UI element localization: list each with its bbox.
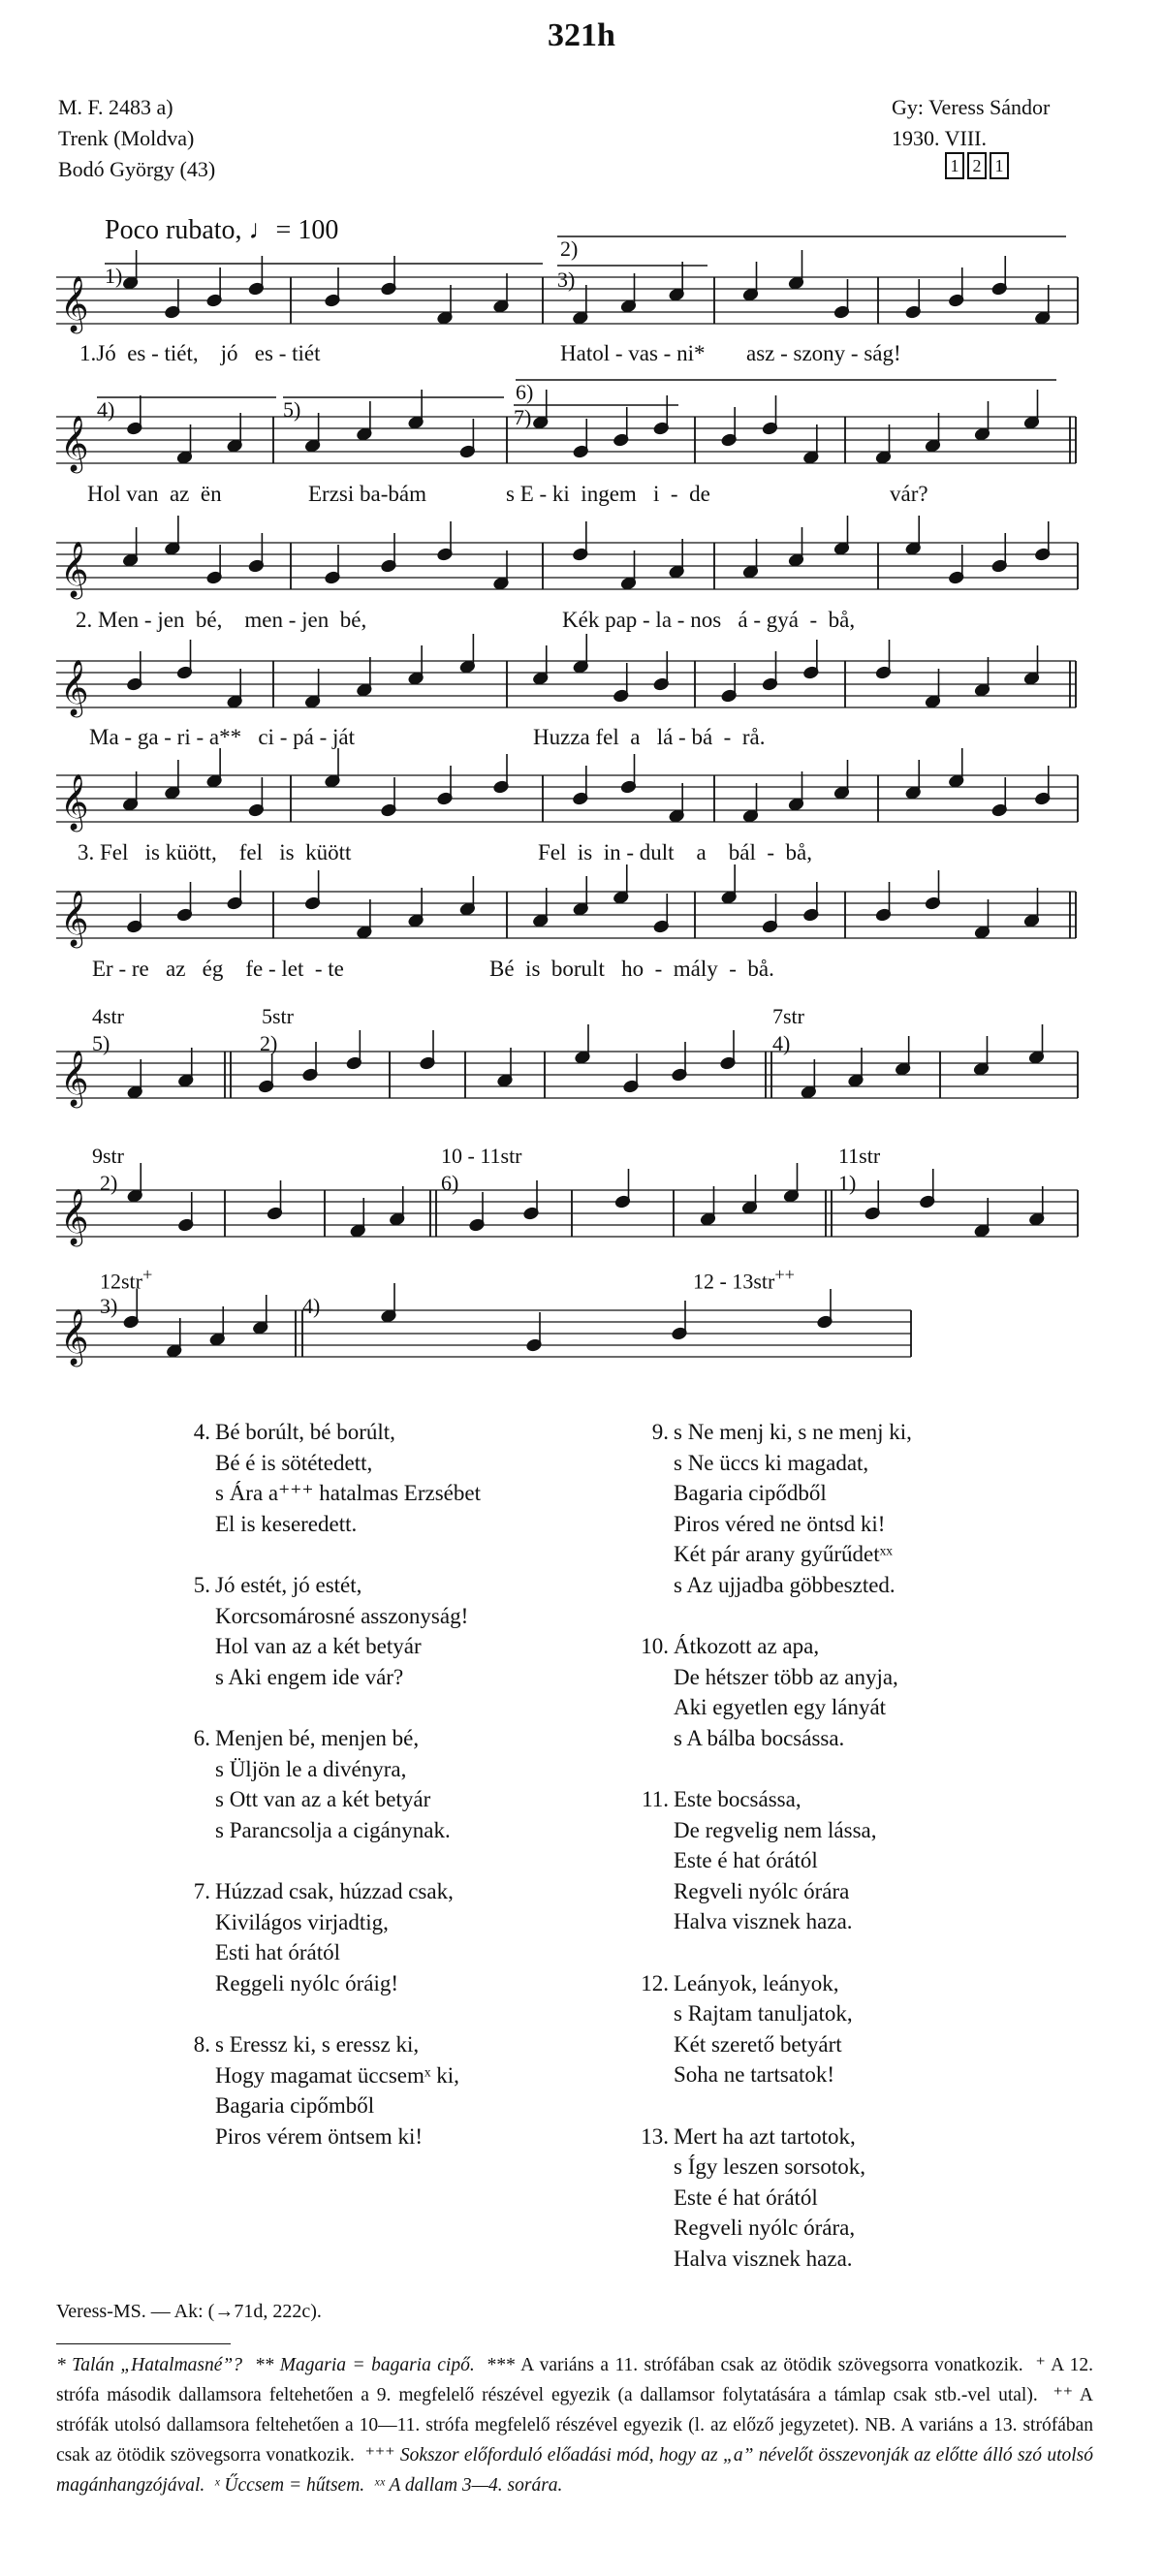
- performer: Bodó György (43): [58, 157, 216, 181]
- lyrics-3b: Kék pap - la - nos á - gyá - bå,: [562, 608, 856, 632]
- footnote-7: ˣ Űccsem = hűtsem.: [214, 2475, 365, 2496]
- verse-number: 9.: [651, 1420, 669, 1444]
- treble-clef-icon: 𝄞: [60, 275, 89, 331]
- verse-7: [193, 1876, 454, 1998]
- variant-mark-1: 1): [838, 1171, 857, 1195]
- mark-3: 3): [557, 267, 576, 292]
- tempo-marking: Poco rubato, ♩= 100: [105, 215, 339, 245]
- treble-clef-icon: 𝄞: [60, 1308, 89, 1365]
- lyrics-5a: 3. Fel is küött, fel is küött: [78, 840, 352, 864]
- treble-clef-icon: 𝄞: [60, 1050, 89, 1106]
- verse-10: [641, 1631, 898, 1753]
- lyrics-2a: Hol van az ën: [87, 482, 222, 506]
- variant-mark-5: 5): [92, 1031, 110, 1055]
- verse-line: Korcsomárosné asszonyság!: [215, 1603, 469, 1628]
- verse-11: [642, 1784, 877, 1937]
- verse-6: [193, 1723, 451, 1845]
- verse-line: s Rajtam tanuljatok,: [674, 2001, 853, 2026]
- staff-4: [56, 659, 1076, 718]
- variant-label-5str: 5str: [262, 1004, 294, 1028]
- variant-label-4str: 4str: [92, 1004, 124, 1028]
- variant-mark-2b: 2): [100, 1171, 118, 1195]
- variant-label-10-11str: 10 - 11str: [441, 1144, 522, 1168]
- box-3: 1: [990, 152, 1009, 179]
- treble-clef-icon: 𝄞: [60, 659, 89, 715]
- lyrics-6b: Bé is borult ho - mály - bå.: [489, 957, 774, 981]
- verse-line: Esti hat órától: [215, 1940, 341, 1964]
- mark-1: 1): [105, 264, 123, 288]
- verse-line: Átkozott az apa,: [674, 1634, 820, 1658]
- footnote-5: ⁺⁺ A strófák utolsó dallamsora feltehetően a 10—11. strófa megfelelő részével egyezik (l. az előző jegyzetet). NB. A variáns a 13. strófában csak az ötödik szövegsorra vonatkozik.: [56, 2385, 1094, 2466]
- catalog-number: M. F. 2483 a): [58, 95, 173, 119]
- verse-number: 13.: [641, 2123, 669, 2149]
- mark-6: 6): [516, 380, 534, 404]
- box-1: 1: [945, 152, 964, 179]
- verse-line: s A bálba bocsássa.: [674, 1725, 845, 1750]
- verse-5: [193, 1570, 469, 1692]
- footnote-3: *** A variáns a 11. strófában csak az ötödik szövegsorra vonatkozik.: [487, 2355, 1023, 2375]
- verse-line: De hétszer több az anyja,: [674, 1664, 898, 1689]
- variant-mark-3: 3): [100, 1294, 118, 1318]
- lyrics-2b: Erzsi ba-bám: [308, 482, 426, 506]
- lyrics-4a: Ma - ga - ri - a** ci - pá - ját: [89, 725, 355, 749]
- variant-mark-6: 6): [441, 1171, 459, 1195]
- mark-5: 5): [283, 397, 301, 422]
- verse-line: Este bocsássa,: [674, 1787, 802, 1811]
- source-reference: Veress-MS. — Ak: (→71d, 222c).: [56, 2301, 322, 2322]
- verse-line: Húzzad csak, húzzad csak,: [215, 1879, 454, 1903]
- lyrics-6a: Er - re az ég fe - let - te: [92, 957, 344, 981]
- verse-line: Hol van az a két betyár: [215, 1634, 422, 1658]
- mark-2: 2): [560, 236, 579, 261]
- verse-line: s Eressz ki, s eressz ki,: [215, 2032, 420, 2057]
- treble-clef-icon: 𝄞: [60, 773, 89, 830]
- verse-line: Piros véred ne öntsd ki!: [674, 1511, 886, 1536]
- verse-line: s Parancsolja a cigánynak.: [215, 1817, 451, 1842]
- verse-line: s Ne menj ki, s ne menj ki,: [674, 1420, 912, 1444]
- verse-line: Leányok, leányok,: [674, 1970, 839, 1995]
- verse-12: [641, 1968, 853, 2090]
- verse-line: s Az ujjadba göbbeszted.: [674, 1572, 896, 1597]
- variant-mark-4: 4): [772, 1031, 791, 1055]
- verse-line: Bagaria cipődből: [674, 1481, 827, 1505]
- variant-label-12str: 12str+: [100, 1265, 153, 1294]
- verse-9: [651, 1417, 912, 1600]
- verse-line: Este é hat órától: [674, 2184, 818, 2210]
- footnotes: [56, 2350, 1093, 2500]
- footnote-6: ⁺⁺⁺ Sokszor előforduló előadási mód, hogy az „a” névelőt összevonják az előtte álló szó utolsó magánhangzójával.: [56, 2445, 1093, 2496]
- variant-label-9str: 9str: [92, 1144, 124, 1168]
- lyrics-3a: 2. Men - jen bé, men - jen bé,: [76, 608, 367, 632]
- verse-line: Mert ha azt tartotok,: [674, 2123, 856, 2149]
- verse-line: Bé é is sötétedett,: [215, 1450, 373, 1475]
- verse-line: Két szerető betyárt: [674, 2031, 842, 2057]
- verse-line: Halva visznek haza.: [674, 1909, 853, 1933]
- verse-line: Bagaria cipőmből: [215, 2093, 375, 2118]
- verse-line: s Ne üccs ki magadat,: [674, 1450, 869, 1475]
- lyrics-1a: 1.Jó es - tiét, jó es - tiét: [79, 341, 321, 365]
- verse-number: 12.: [641, 1970, 669, 1995]
- footnote-2: ** Magaria = bagaria cipő.: [254, 2355, 475, 2375]
- verse-number: 5.: [193, 1573, 210, 1597]
- footnote-4: ⁺ A 12. strófa második dallamsora feltehetően a 9. megfelelő részével egyezik (a dallamsor folytatására a támlap csak stb.-vel utal).: [56, 2355, 1093, 2405]
- mark-7: 7): [514, 405, 532, 429]
- page-title: 321h: [548, 17, 615, 53]
- verse-line: Regveli nyólc órára,: [674, 2215, 856, 2240]
- staff-6: [56, 890, 1076, 949]
- collector: Gy: Veress Sándor: [892, 95, 1051, 119]
- verse-line: s Ott van az a két betyár: [215, 1787, 431, 1811]
- mark-4: 4): [97, 397, 115, 422]
- verse-line: s Aki engem ide vár?: [215, 1664, 404, 1689]
- staff-2: [56, 415, 1076, 474]
- lyrics-2c: s E - ki ingem i - de: [506, 482, 710, 506]
- variant-mark-2: 2): [260, 1031, 278, 1055]
- verse-line: De regvelig nem lássa,: [674, 1817, 877, 1842]
- verse-line: Este é hat órától: [674, 1848, 818, 1872]
- footnote-1: * Talán „Hatalmasné”?: [56, 2355, 243, 2375]
- verse-line: Piros vérem öntsem ki!: [215, 2123, 423, 2149]
- verse-line: Regveli nyólc órára: [674, 1878, 850, 1903]
- verse-line: Két pár arany gyűrűdetˣˣ: [674, 1542, 893, 1566]
- verse-line: Bé borúlt, bé borúlt,: [215, 1420, 395, 1444]
- verse-number: 11.: [642, 1787, 669, 1811]
- lyrics-5b: Fel is in - dult a bál - bå,: [538, 840, 812, 864]
- verse-line: Soha ne tartsatok!: [674, 2062, 835, 2087]
- staff-9: [56, 1308, 911, 1367]
- lyrics-1b: Hatol - vas - ni*: [560, 341, 706, 365]
- variant-label-12-13str: 12 - 13str++: [693, 1265, 796, 1294]
- box-2: 2: [967, 152, 987, 179]
- verse-line: El is keseredett.: [215, 1511, 358, 1536]
- verse-line: Halva visznek haza.: [674, 2246, 853, 2271]
- verse-line: Aki egyetlen egy lányát: [674, 1695, 887, 1719]
- verse-number: 6.: [193, 1726, 210, 1750]
- variant-mark-4b: 4): [302, 1294, 321, 1318]
- verse-line: Reggeli nyólc óráig!: [215, 1970, 399, 1995]
- treble-clef-icon: 𝄞: [60, 1188, 89, 1244]
- verse-line: s Ára a⁺⁺⁺ hatalmas Erzsébet: [215, 1481, 481, 1505]
- collection-date: 1930. VIII.: [892, 126, 987, 150]
- verse-line: Menjen bé, menjen bé,: [215, 1726, 420, 1750]
- treble-clef-icon: 𝄞: [60, 415, 89, 471]
- footnote-divider: [56, 2343, 231, 2344]
- verse-line: Hogy magamat üccsemˣ ki,: [215, 2062, 459, 2088]
- staff-3: [56, 541, 1078, 600]
- lyrics-2d: vár?: [890, 482, 928, 506]
- verse-13: [641, 2121, 866, 2275]
- verse-8: [193, 2029, 459, 2152]
- verse-4: [193, 1417, 481, 1539]
- verse-line: Kivilágos virjadtig,: [215, 1909, 389, 1934]
- treble-clef-icon: 𝄞: [60, 890, 89, 946]
- lyrics-1c: asz - szony - ság!: [746, 341, 901, 365]
- variant-label-11str: 11str: [838, 1144, 881, 1168]
- verse-number: 7.: [193, 1879, 210, 1903]
- verse-line: s Üljön le a divényra,: [215, 1756, 407, 1781]
- treble-clef-icon: 𝄞: [60, 541, 89, 597]
- location: Trenk (Moldva): [58, 126, 195, 150]
- footnote-8: ˣˣ A dallam 3—4. sorára.: [373, 2475, 563, 2496]
- verse-number: 4.: [193, 1420, 210, 1444]
- verse-line: s Így leszen sorsotok,: [674, 2154, 866, 2179]
- lyrics-4b: Huzza fel a lá - bá - rå.: [533, 725, 766, 749]
- verse-line: Jó estét, jó estét,: [215, 1573, 362, 1597]
- staff-7: [56, 1050, 1078, 1109]
- verse-number: 10.: [641, 1634, 669, 1658]
- variant-label-7str: 7str: [772, 1004, 804, 1028]
- verse-number: 8.: [193, 2032, 210, 2057]
